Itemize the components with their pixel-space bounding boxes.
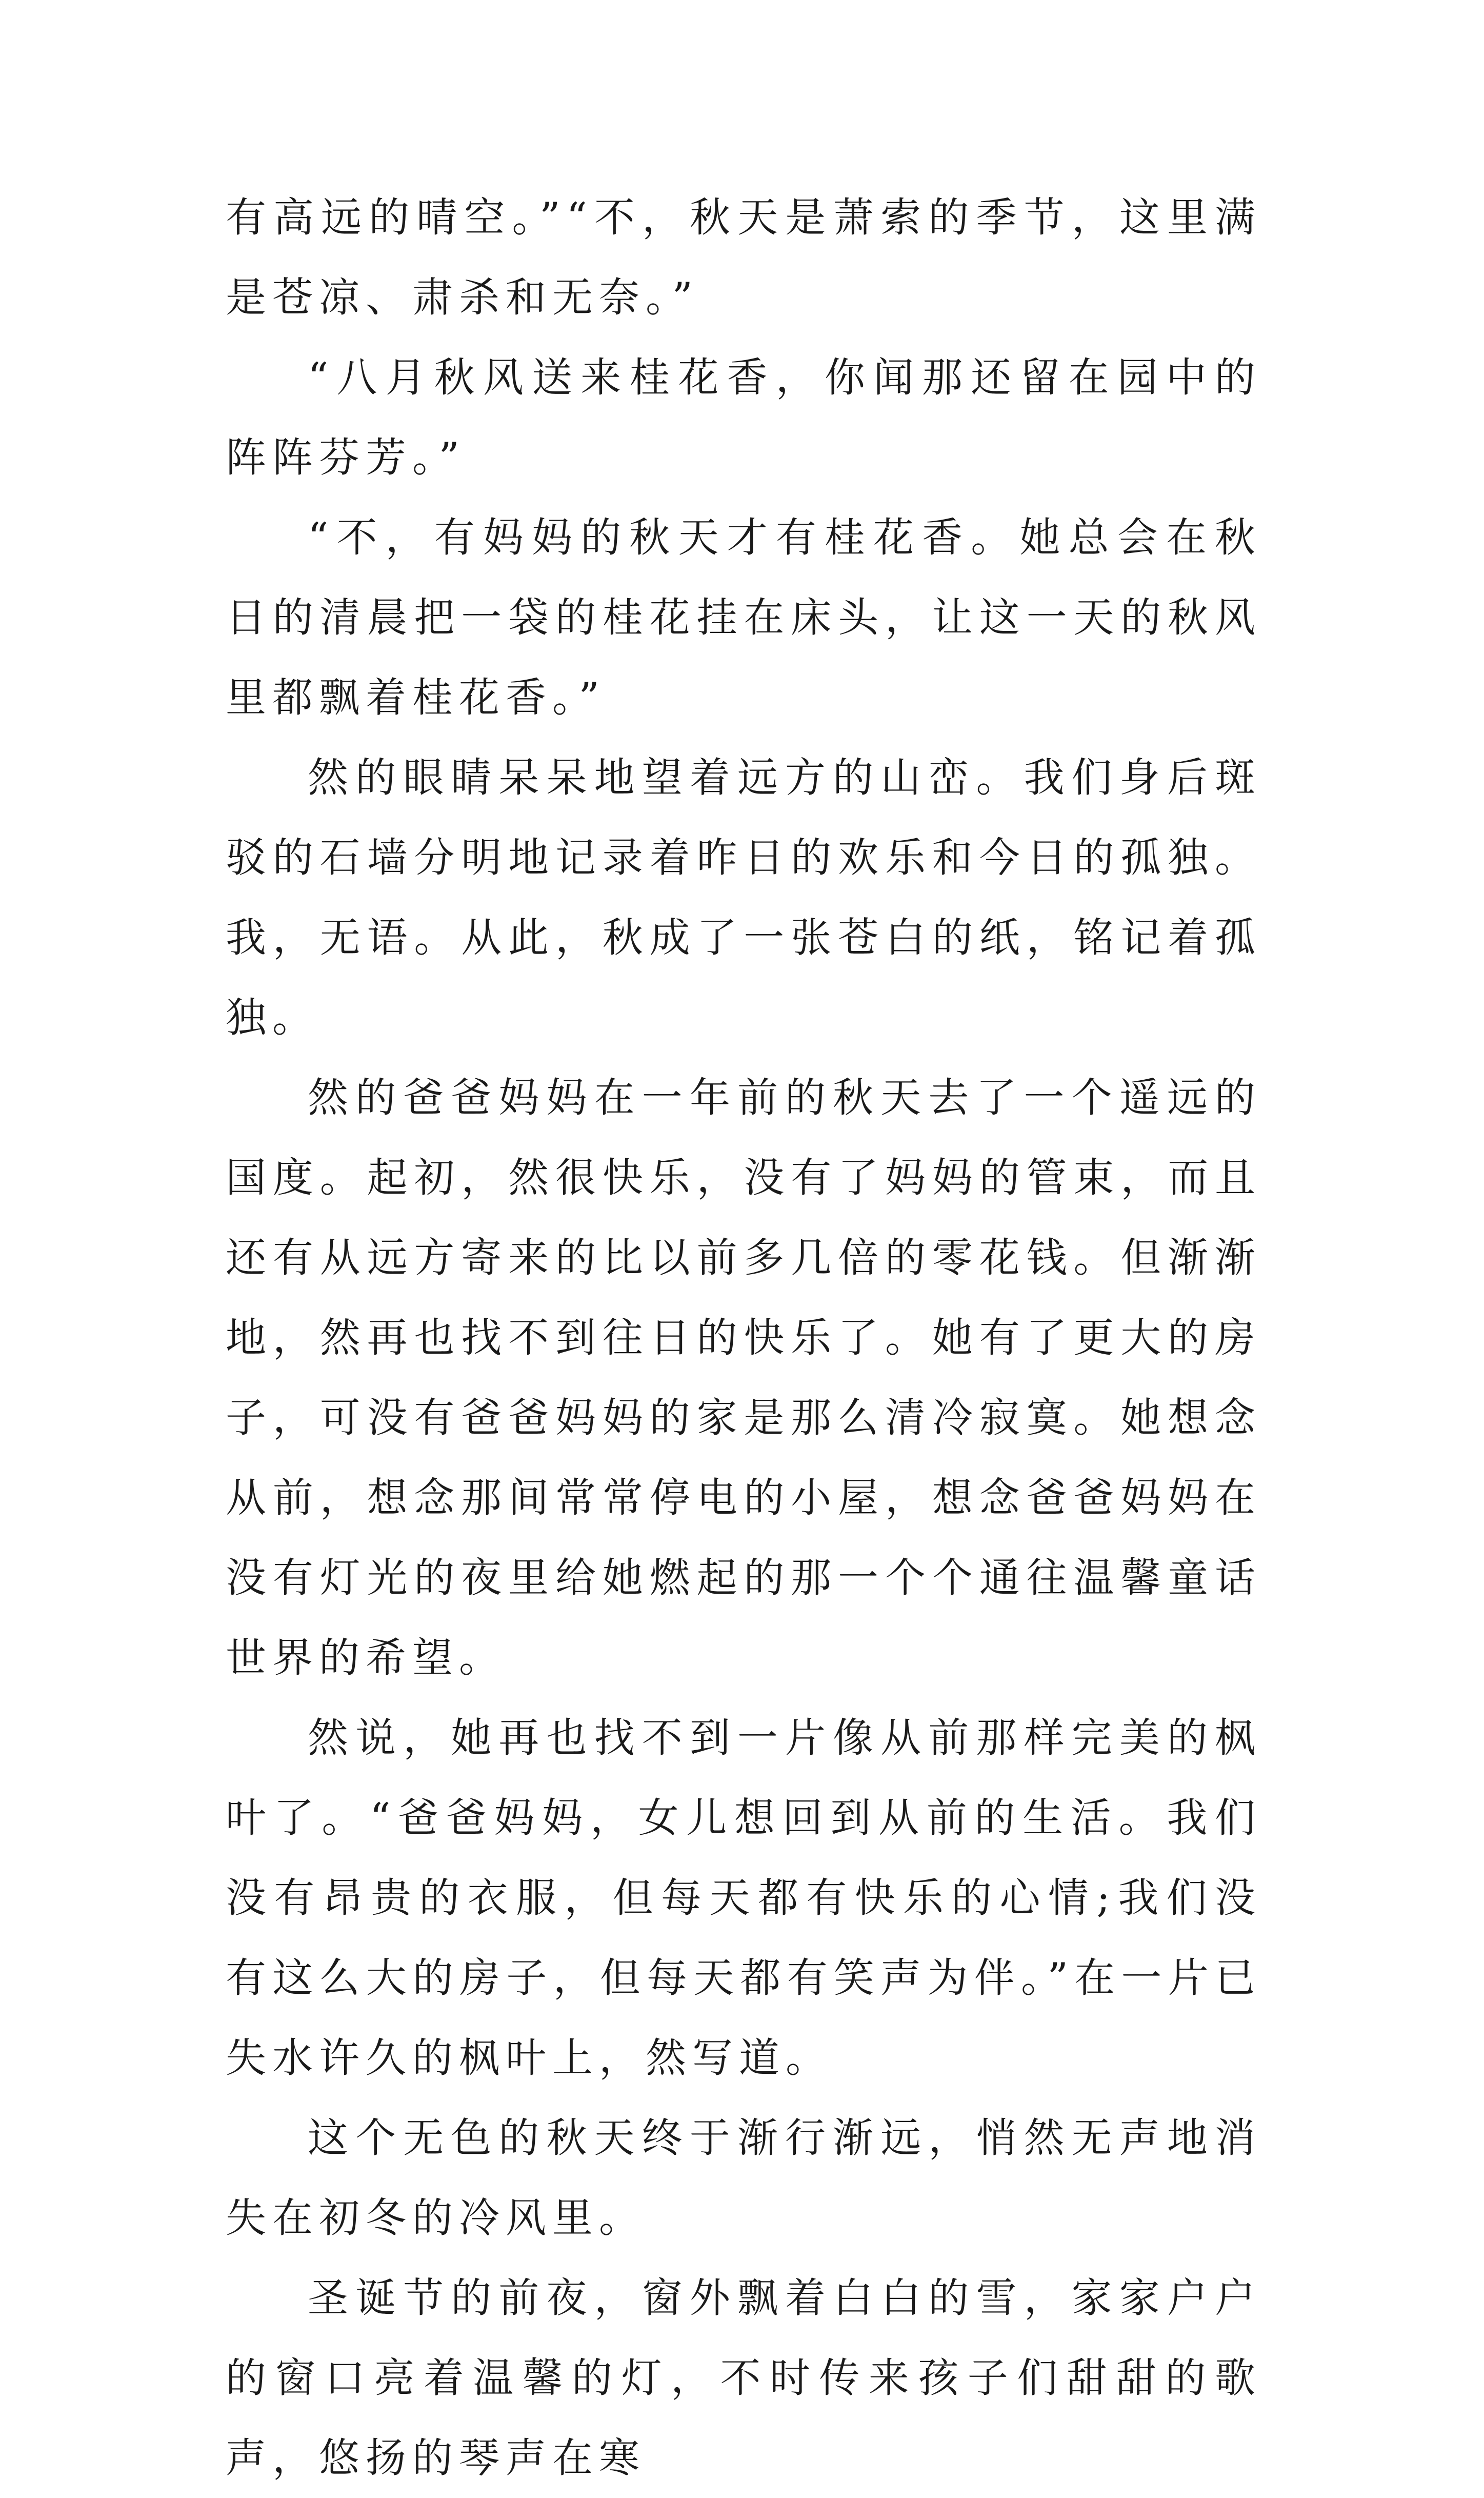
paragraph-8: 圣诞节的前夜，窗外飘着白白的雪，家家户户的窗口亮着温馨的灯，不时传来孩子们甜甜的歌声，悠扬的琴声在寒 <box>226 2274 1261 2482</box>
paragraph-5: 然的爸爸妈妈在一年前的秋天去了一个遥远的国度。起初，然很快乐，没有了妈妈的管束，而且还有从远方寄来的比以前多几倍的零花钱。但渐渐地，然再也找不到往日的快乐了。她有了更大的房子，可没有爸爸妈妈的家是那么清冷寂寞。她想念从前，想念那间常常停电的小屋，想念爸爸妈妈在没有灯光的夜里给她燃起的那一个个通往温馨童话世界的希望。 <box>226 1074 1261 1681</box>
paragraph-1: 有高远的晴空。”“不，秋天是萧索的季节，这里满是苍凉、肃杀和无奈。” <box>226 194 1261 321</box>
paragraph-4: 然的眼睛呆呆地望着远方的山峦。我们身后斑驳的石墙分明地记录着昨日的欢乐和今日的孤独。我，无语。从此，秋成了一张苍白的纸，铭记着孤独。 <box>226 754 1261 1041</box>
paragraph-3: “不，有妈妈的秋天才有桂花香。她总会在秋日的清晨把一袋的桂花挂在床头，让这一天的秋风里都飘着桂花香。” <box>226 514 1261 721</box>
paragraph-7: 这个无色的秋天终于渐行渐远，悄然无声地消失在初冬的冷风里。 <box>226 2114 1261 2242</box>
article-body <box>226 177 1261 2498</box>
paragraph-6: 然说，她再也找不到一片像从前那样完美的枫叶了。“爸爸妈妈，女儿想回到从前的生活。我们没有昂贵的衣服，但每天都有快乐的心情;我们没有这么大的房子，但每天都有笑声为伴。”在一片已失水许久的枫叶上，然写道。 <box>226 1714 1261 2081</box>
paragraph-2: “八月秋风送来桂花香，你闻那还留在园中的阵阵芬芳。” <box>226 354 1261 481</box>
